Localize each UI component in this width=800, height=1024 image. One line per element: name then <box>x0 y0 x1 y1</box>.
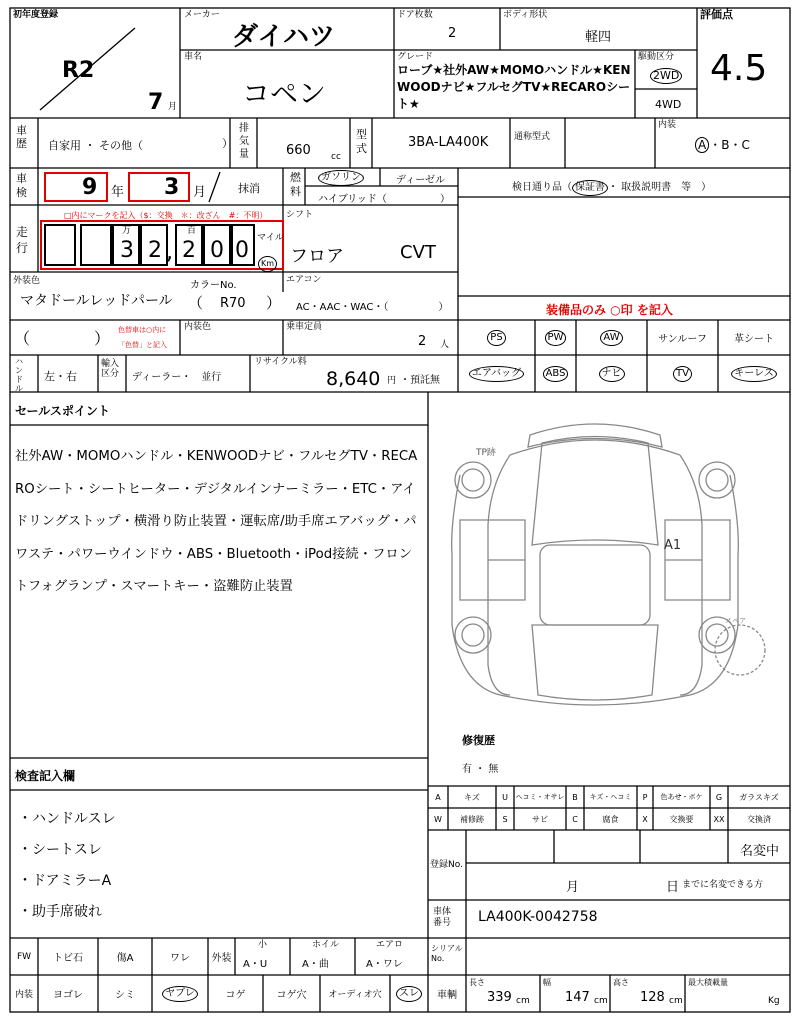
fuel-gas: ガソリン <box>318 170 364 186</box>
inspect-year-box <box>44 172 108 202</box>
width-value: 147 <box>565 990 590 1005</box>
sales-label: セールスポイント <box>15 404 110 418</box>
legend-code: B <box>572 792 578 802</box>
displacement-value: 660 <box>286 143 311 158</box>
reg-day: 日 <box>666 880 680 895</box>
recycle-value: 8,640 <box>326 368 381 390</box>
equip-header: 装備品のみ ○印 を記入 <box>546 303 673 317</box>
fw-scratch: 傷A <box>116 953 134 964</box>
inspection-item: ・ハンドルスレ <box>18 811 116 827</box>
equip-keyless: キーレス <box>718 355 790 392</box>
height-label: 高さ <box>613 978 629 987</box>
capacity-value: 2 <box>418 334 427 349</box>
handle-value: 左・右 <box>44 370 77 383</box>
interior-grade: A ・B・C <box>695 136 750 153</box>
legend-desc: 色あせ・ボケ <box>660 793 703 801</box>
shift-type: CVT <box>400 242 436 263</box>
dims-label: 車輌 <box>437 990 457 1001</box>
color-paren-close: ） <box>266 294 282 312</box>
color-change-close: ） <box>94 329 111 348</box>
load-label: 最大積載量 <box>688 978 728 987</box>
mileage-man: 万 <box>122 226 132 236</box>
legend-desc: ガラスキズ <box>739 792 779 802</box>
aircon-value: AC・AAC・WAC・（ ） <box>296 302 449 313</box>
doors-value: 2 <box>448 26 457 41</box>
equip-abs: ABS <box>535 355 576 392</box>
inspection-label: 検査記入欄 <box>15 769 76 783</box>
aircon-label: エアコン <box>286 275 322 285</box>
diagram-tp-label: TP跡 <box>476 448 496 458</box>
inspection-item: ・助手席破れ <box>18 904 102 920</box>
reg-month-unit: 月 <box>168 102 178 112</box>
legend-code: XX <box>713 814 725 824</box>
color-note-2: 「色替」と記入 <box>118 341 167 349</box>
fw-exterior: 外装 <box>211 953 232 964</box>
mileage-d1: 3 <box>120 238 134 263</box>
mileage-comma: , <box>166 240 173 265</box>
fw-label: FW <box>16 951 32 962</box>
color-no: R70 <box>220 296 246 311</box>
drive-2wd: 2WD <box>650 68 682 84</box>
mileage-d5: 0 <box>235 238 249 263</box>
history-value: 自家用 ・ その他（ <box>48 139 143 152</box>
length-unit: cm <box>516 996 530 1006</box>
capacity-label: 乗車定員 <box>286 322 323 332</box>
fuel-hybrid-close: ） <box>440 194 450 205</box>
import-label: 輸入区分 <box>101 359 120 379</box>
first-reg-label: 初年度登録 <box>13 10 59 20</box>
shift-label: シフト <box>286 210 314 220</box>
interior-label: 内装 <box>658 120 677 130</box>
color-label: 外装色 <box>13 276 41 286</box>
equip-sunroof: サンルーフ <box>658 334 707 345</box>
mileage-mile: マイル <box>257 233 284 243</box>
mileage-digit-blank <box>44 224 76 266</box>
legend-code: W <box>434 814 442 824</box>
legend-desc: 補修跡 <box>460 814 484 824</box>
legend-desc: サビ <box>532 814 548 824</box>
grade-label: グレード <box>397 52 434 62</box>
reg-era: R2 <box>62 58 95 83</box>
legend-desc: キズ・ヘコミ <box>589 793 632 801</box>
fw-chip: トビ石 <box>53 953 83 964</box>
fw-wheel-label: ホイル <box>312 940 340 950</box>
equip-ps: PS <box>458 320 535 355</box>
mileage-note: □内にマークを記入（$：交換 ＊：改ざん #：不明） <box>64 211 268 220</box>
reg-month: 月 <box>566 880 580 895</box>
diagram-a1-label: A1 <box>664 538 682 553</box>
dealer-value: ディーラー・ 並行 <box>132 372 222 383</box>
fw-wheel-val: A・曲 <box>302 959 329 970</box>
interior-color-label: 内装色 <box>184 322 212 332</box>
legend-desc: 腐食 <box>602 814 619 824</box>
fuel-diesel: ディーゼル <box>396 175 445 186</box>
color-name: マタドールレッドパール <box>20 293 173 309</box>
model-value: 3BA-LA400K <box>408 135 489 150</box>
interior-burn: コゲ <box>225 990 246 1001</box>
mileage-d2: 2 <box>148 238 162 263</box>
serial-label: シリアルNo. <box>431 944 463 963</box>
docs-label: 検日通り品（ 保証書 ・ 取扱説明書 等 ） <box>512 178 711 196</box>
model-label: 型式 <box>356 128 367 155</box>
length-label: 長さ <box>469 978 485 987</box>
reg-until: までに名変できる方 <box>682 880 764 890</box>
inspect-year-unit: 年 <box>111 185 125 200</box>
recycle-deposit: ・預託無 <box>400 375 440 386</box>
width-unit: cm <box>594 996 608 1006</box>
cancel-label: 抹消 <box>238 182 260 195</box>
equip-tv: TV <box>647 355 718 392</box>
drive-4wd: 4WD <box>655 98 682 111</box>
recycle-yen: 円 <box>387 376 397 386</box>
interior-burn-hole: コゲ穴 <box>276 990 307 1001</box>
name-label: 車名 <box>184 52 203 62</box>
equip-pw: PW <box>535 320 576 355</box>
recycle-label: リサイクル料 <box>254 357 307 367</box>
fuel-hybrid: ハイブリッド（ <box>318 194 387 205</box>
fw-small-label: 小 <box>258 940 268 950</box>
interior-stain: シミ <box>115 990 135 1001</box>
shift-value: フロア <box>290 246 344 267</box>
inspect-label: 車検 <box>16 172 27 199</box>
mileage-d4: 0 <box>210 238 224 263</box>
width-label: 幅 <box>543 978 551 987</box>
reg-name-change: 名変中 <box>740 844 780 859</box>
vin-label: 車体番号 <box>433 907 452 928</box>
repair-label: 修復歴 <box>462 734 495 747</box>
mileage-km: Km <box>258 256 277 272</box>
reg-month: 7 <box>148 90 164 115</box>
body-label: ボディ形状 <box>503 10 548 20</box>
fw-small-val: A・U <box>243 959 268 970</box>
color-paren-open: （ <box>188 294 204 312</box>
grade-value: ローブ★社外AW★MOMOハンドル★KENWOODナビ★フルセグTV★RECAROシート★ <box>397 63 631 111</box>
legend-desc: 交換要 <box>669 814 694 824</box>
equip-aw: AW <box>576 320 647 355</box>
inspect-month-unit: 月 <box>193 185 207 200</box>
inspect-month-box <box>128 172 190 202</box>
mileage-d3: 2 <box>182 238 196 263</box>
height-unit: cm <box>669 996 683 1006</box>
legend-code: U <box>502 792 508 802</box>
inspect-year: 9 <box>82 175 98 200</box>
fuel-label: 燃料 <box>290 171 301 198</box>
repair-value: 有 ・ 無 <box>462 764 499 775</box>
color-change-open: （ <box>14 329 31 348</box>
handle-label: ハンドル <box>15 357 23 393</box>
doors-label: ドア枚数 <box>397 10 433 20</box>
length-value: 339 <box>487 990 512 1005</box>
legend-desc: 交換済 <box>747 814 771 824</box>
maker-label: メーカー <box>184 10 220 20</box>
sales-text: 社外AW・MOMOハンドル・KENWOODナビ・フルセグTV・RECAROシート・シートヒーター・デジタルインナーミラー・ETC・アイドリングストップ・横滑り防止装置・運転席/助手席エアバッグ・パワステ・パワーウインドウ・ABS・Bluetooth・iPod接続・フロントフォグランプ・スマートキー・盗難防止装置 <box>15 449 418 594</box>
interior-wear: スレ <box>390 975 428 1012</box>
color-no-label: カラーNo. <box>190 280 237 291</box>
name-value: コペン <box>242 77 327 110</box>
legend-code: G <box>715 792 723 802</box>
score-value: 4.5 <box>710 48 768 89</box>
displacement-label: 排気量 <box>239 123 249 160</box>
equip-airbag: エアバッグ <box>458 355 535 392</box>
slash-mark <box>205 170 225 204</box>
capacity-unit: 人 <box>440 340 450 350</box>
interior-dirt: ヨゴレ <box>53 990 83 1001</box>
body-value: 軽四 <box>585 30 612 45</box>
interior-audio-hole: オーディオ穴 <box>328 990 382 1000</box>
legend-code: S <box>502 814 508 824</box>
legend-code: P <box>642 792 648 802</box>
interior-row-label: 内装 <box>14 990 33 1000</box>
inspection-item: ・ドアミラーA <box>18 873 112 889</box>
equip-leather: 革シート <box>734 334 774 345</box>
color-note-1: 色替車は○内に <box>118 326 167 334</box>
common-model-label: 通称型式 <box>514 132 551 142</box>
mileage-digit-box-1 <box>80 224 112 266</box>
legend-desc: ヘコミ・オサレ <box>515 793 565 801</box>
drive-label: 駆動区分 <box>638 52 675 62</box>
score-label: 評価点 <box>700 8 733 21</box>
legend-desc: キズ <box>464 792 480 802</box>
fw-crack: ワレ <box>170 953 190 964</box>
history-label: 車歴 <box>16 124 27 150</box>
inspection-item: ・シートスレ <box>18 842 102 858</box>
interior-tear: ヤブレ <box>152 975 208 1012</box>
mileage-label: 走行 <box>16 225 29 255</box>
fw-aero-label: エアロ <box>376 940 404 950</box>
legend-code: X <box>642 814 648 824</box>
load-unit: Kg <box>768 996 780 1006</box>
inspect-month: 3 <box>164 175 180 200</box>
equip-navi: ナビ <box>576 355 647 392</box>
legend-code: A <box>435 792 441 802</box>
legend-code: C <box>572 814 578 824</box>
height-value: 128 <box>640 990 665 1005</box>
maker-value: ダイハツ <box>232 22 335 52</box>
fw-aero-val: A・ワレ <box>366 959 403 970</box>
diagram-spare-label: スペア <box>725 617 746 625</box>
history-close: ） <box>222 137 233 150</box>
vin-value: LA400K-0042758 <box>478 909 598 925</box>
car-diagram <box>430 395 788 740</box>
mileage-hyaku: 百 <box>187 226 197 236</box>
displacement-unit: cc <box>331 152 341 162</box>
reg-label: 登録No. <box>430 860 463 870</box>
